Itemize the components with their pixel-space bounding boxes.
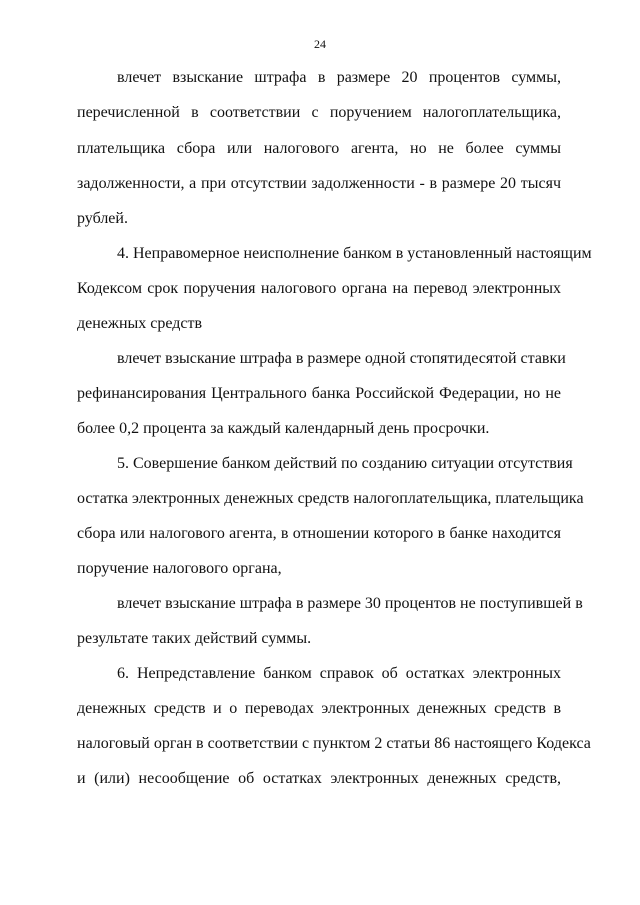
text-line-12: 5. Совершение банком действий по созданию ситуации отсутствия [117,455,573,472]
text-line-7: Кодексом срок поручения налогового органа на перевод электронных [77,280,561,297]
text-line-14: сбора или налогового агента, в отношении которого в банке находится [77,525,561,542]
text-line-4: задолженности, а при отсутствии задолженности - в размере 20 тысяч [77,175,561,192]
text-line-10: рефинансирования Центрального банка Российской Федерации, но не [77,385,561,402]
text-line-17: результате таких действий суммы. [77,630,312,647]
text-line-6: 4. Неправомерное неисполнение банком в установленный настоящим [117,245,592,262]
text-line-16: влечет взыскание штрафа в размере 30 процентов не поступившей в [117,595,583,612]
text-line-13: остатка электронных денежных средств налогоплательщика, плательщика [77,490,584,507]
text-line-3: плательщика сбора или налогового агента, но не более суммы [77,140,561,157]
text-line-1: влечет взыскание штрафа в размере 20 процентов суммы, [117,69,561,86]
text-line-18: 6. Непредставление банком справок об остатках электронных [117,665,561,682]
text-line-2: перечисленной в соответствии с поручением налогоплательщика, [77,104,561,121]
text-line-20: налоговый орган в соответствии с пунктом 2 статьи 86 настоящего Кодекса [77,735,591,752]
text-line-8: денежных средств [77,315,203,332]
text-line-9: влечет взыскание штрафа в размере одной стопятидесятой ставки [117,350,566,367]
page-number: 24 [314,37,326,51]
text-line-5: рублей. [77,210,128,227]
text-line-21: и (или) несообщение об остатках электронных денежных средств, [77,770,561,787]
text-line-15: поручение налогового органа, [77,560,282,577]
text-line-11: более 0,2 процента за каждый календарный день просрочки. [77,420,490,437]
text-line-19: денежных средств и о переводах электронных денежных средств в [77,700,561,717]
